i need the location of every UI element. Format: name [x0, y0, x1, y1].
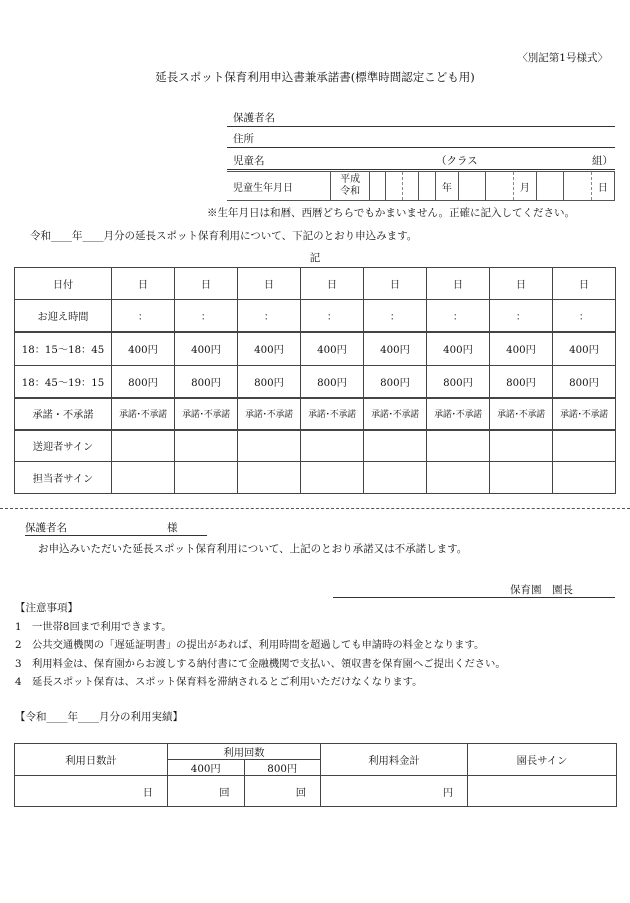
guardian-name-line[interactable]: [227, 105, 615, 127]
days-total-header: 利用日数計: [15, 744, 168, 776]
approval-cell[interactable]: 承諾･不承諾: [490, 398, 553, 430]
sign-cell[interactable]: [364, 430, 427, 462]
year-digit-box[interactable]: [386, 172, 402, 201]
pickup-time-cell[interactable]: ：: [490, 300, 553, 332]
sign-cell[interactable]: [112, 430, 175, 462]
approval-cell[interactable]: 承諾･不承諾: [301, 398, 364, 430]
class-label: （クラス: [436, 155, 478, 167]
fee-cell[interactable]: 800円: [112, 366, 175, 398]
year-digit-box[interactable]: [402, 172, 418, 201]
form-number: 〈別記第1号様式〉: [517, 52, 608, 64]
fee-cell[interactable]: 400円: [427, 332, 490, 366]
reply-text: お申込みいただいた延長スポット保育利用について、上記のとおり承諾又は不承諾します。: [38, 543, 468, 555]
application-intro: 令和____年____月分の延長スポット保育利用について、下記のとおり申込みます。: [30, 230, 418, 242]
birth-date-field[interactable]: [227, 171, 615, 201]
fee-total-header: 利用料金計: [321, 744, 468, 776]
date-cell[interactable]: 日: [364, 268, 427, 300]
approval-header: 承諾・不承諾: [15, 398, 112, 430]
fee-cell[interactable]: 800円: [553, 366, 616, 398]
staff-sign-row: [15, 462, 616, 494]
approval-cell[interactable]: 承諾･不承諾: [238, 398, 301, 430]
sign-cell[interactable]: [175, 430, 238, 462]
count-header: 利用回数: [168, 744, 321, 760]
note-item: 3 利用料金は、保育園からお渡しする納付書にて金融機関で支払い、領収書を保育園へご提出ください。: [15, 658, 506, 670]
pickup-time-cell[interactable]: ：: [112, 300, 175, 332]
sign-cell[interactable]: [175, 462, 238, 494]
fee-cell[interactable]: 800円: [175, 366, 238, 398]
slot2-header: 18：45〜19：15: [15, 366, 112, 398]
pickup-time-cell[interactable]: ：: [175, 300, 238, 332]
child-name-line[interactable]: [227, 148, 615, 170]
cut-line: [0, 508, 630, 509]
fee-cell[interactable]: 400円: [301, 332, 364, 366]
guardian-name-label: 保護者名: [233, 112, 275, 124]
note-item: 1 一世帯8回まで利用できます。: [15, 621, 172, 633]
fee-cell[interactable]: 800円: [364, 366, 427, 398]
staff-sign-header: 担当者サイン: [15, 462, 112, 494]
date-cell[interactable]: 日: [427, 268, 490, 300]
date-cell[interactable]: 日: [490, 268, 553, 300]
note-item: 2 公共交通機関の「遅延証明書」の提出があれば、利用時間を超過しても申請時の料金となります。: [15, 639, 485, 651]
year-digit-box[interactable]: [369, 172, 385, 201]
era-options[interactable]: [331, 172, 369, 201]
day-digit-box[interactable]: [564, 172, 591, 201]
era-heisei: 平成: [340, 174, 361, 185]
date-cell[interactable]: 日: [112, 268, 175, 300]
slot1-header: 18：15〜18：45: [15, 332, 112, 366]
date-header: 日付: [15, 268, 112, 300]
count400-cell[interactable]: 回: [168, 776, 245, 807]
year-label: 年: [435, 172, 458, 201]
month-digit-box[interactable]: [458, 172, 485, 201]
pickup-time-cell[interactable]: ：: [427, 300, 490, 332]
approval-cell[interactable]: 承諾･不承諾: [427, 398, 490, 430]
approval-cell[interactable]: 承諾･不承諾: [364, 398, 427, 430]
slot2-row: [15, 366, 616, 398]
date-cell[interactable]: 日: [238, 268, 301, 300]
fee-cell[interactable]: 800円: [490, 366, 553, 398]
principal-sign-header: 園長サイン: [468, 744, 617, 776]
birth-date-label: 児童生年月日: [227, 172, 331, 201]
schedule-table: [14, 267, 616, 494]
sign-cell[interactable]: [238, 430, 301, 462]
fee-cell[interactable]: 400円: [490, 332, 553, 366]
fee-cell[interactable]: 400円: [112, 332, 175, 366]
sign-cell[interactable]: [301, 462, 364, 494]
approval-cell[interactable]: 承諾･不承諾: [553, 398, 616, 430]
usage-heading: 【令和____年____月分の利用実績】: [15, 711, 183, 723]
sign-cell[interactable]: [427, 462, 490, 494]
child-name-label: 児童名: [233, 155, 265, 167]
fee-cell[interactable]: 400円: [238, 332, 301, 366]
pickup-time-cell[interactable]: ：: [553, 300, 616, 332]
sender-sign-row: [15, 430, 616, 462]
sender-sign-header: 送迎者サイン: [15, 430, 112, 462]
fee400-header: 400円: [168, 760, 245, 776]
fee-cell[interactable]: 800円: [301, 366, 364, 398]
birth-date-note: ※生年月日は和暦、西暦どちらでもかまいません。正確に記入してください。: [207, 207, 576, 219]
approval-cell[interactable]: 承諾･不承諾: [112, 398, 175, 430]
pickup-time-cell[interactable]: ：: [364, 300, 427, 332]
sign-cell[interactable]: [301, 430, 364, 462]
pickup-header: お迎え時間: [15, 300, 112, 332]
sign-cell[interactable]: [553, 462, 616, 494]
fee-cell[interactable]: 400円: [553, 332, 616, 366]
era-reiwa: 令和: [340, 186, 361, 197]
fee-cell[interactable]: 400円: [175, 332, 238, 366]
fee800-header: 800円: [244, 760, 321, 776]
notes-heading: 【注意事項】: [15, 602, 78, 614]
date-row: [15, 268, 616, 300]
month-label: 月: [513, 172, 536, 201]
fee-cell[interactable]: 800円: [238, 366, 301, 398]
date-cell[interactable]: 日: [301, 268, 364, 300]
year-digit-box[interactable]: [419, 172, 435, 201]
ki-label: 記: [309, 252, 321, 264]
pickup-row: [15, 300, 616, 332]
day-label: 日: [591, 172, 614, 201]
days-total-cell[interactable]: 日: [15, 776, 168, 807]
approval-cell[interactable]: 承諾･不承諾: [175, 398, 238, 430]
fee-cell[interactable]: 800円: [427, 366, 490, 398]
sign-cell[interactable]: [553, 430, 616, 462]
sign-cell[interactable]: [427, 430, 490, 462]
sign-cell[interactable]: [490, 462, 553, 494]
page-title: 延長スポット保育利用申込書兼承諾書(標準時間認定こども用): [155, 70, 475, 84]
pickup-time-cell[interactable]: ：: [238, 300, 301, 332]
date-cell[interactable]: 日: [175, 268, 238, 300]
date-cell[interactable]: 日: [553, 268, 616, 300]
sign-cell[interactable]: [490, 430, 553, 462]
principal-line: 保育園 園長: [333, 582, 615, 598]
reply-guardian-label: 保護者名: [25, 522, 67, 534]
sama-label: 様: [167, 522, 178, 534]
sign-cell[interactable]: [112, 462, 175, 494]
note-item: 4 延長スポット保育は、スポット保育料を滞納されるとご利用いただけなくなります。: [15, 676, 423, 688]
approval-row: [15, 398, 616, 430]
fee-cell[interactable]: 400円: [364, 332, 427, 366]
fee-total-cell[interactable]: 円: [321, 776, 468, 807]
address-label: 住所: [233, 133, 254, 145]
slot1-row: [15, 332, 616, 366]
month-digit-box[interactable]: [486, 172, 513, 201]
address-line[interactable]: [227, 126, 615, 148]
sign-cell[interactable]: [364, 462, 427, 494]
kumi-label: 組）: [592, 155, 613, 167]
principal-sign-cell[interactable]: [468, 776, 617, 807]
reply-guardian-line[interactable]: [25, 520, 207, 536]
pickup-time-cell[interactable]: ：: [301, 300, 364, 332]
sign-cell[interactable]: [238, 462, 301, 494]
count800-cell[interactable]: 回: [244, 776, 321, 807]
day-digit-box[interactable]: [536, 172, 563, 201]
usage-table: [14, 743, 617, 807]
